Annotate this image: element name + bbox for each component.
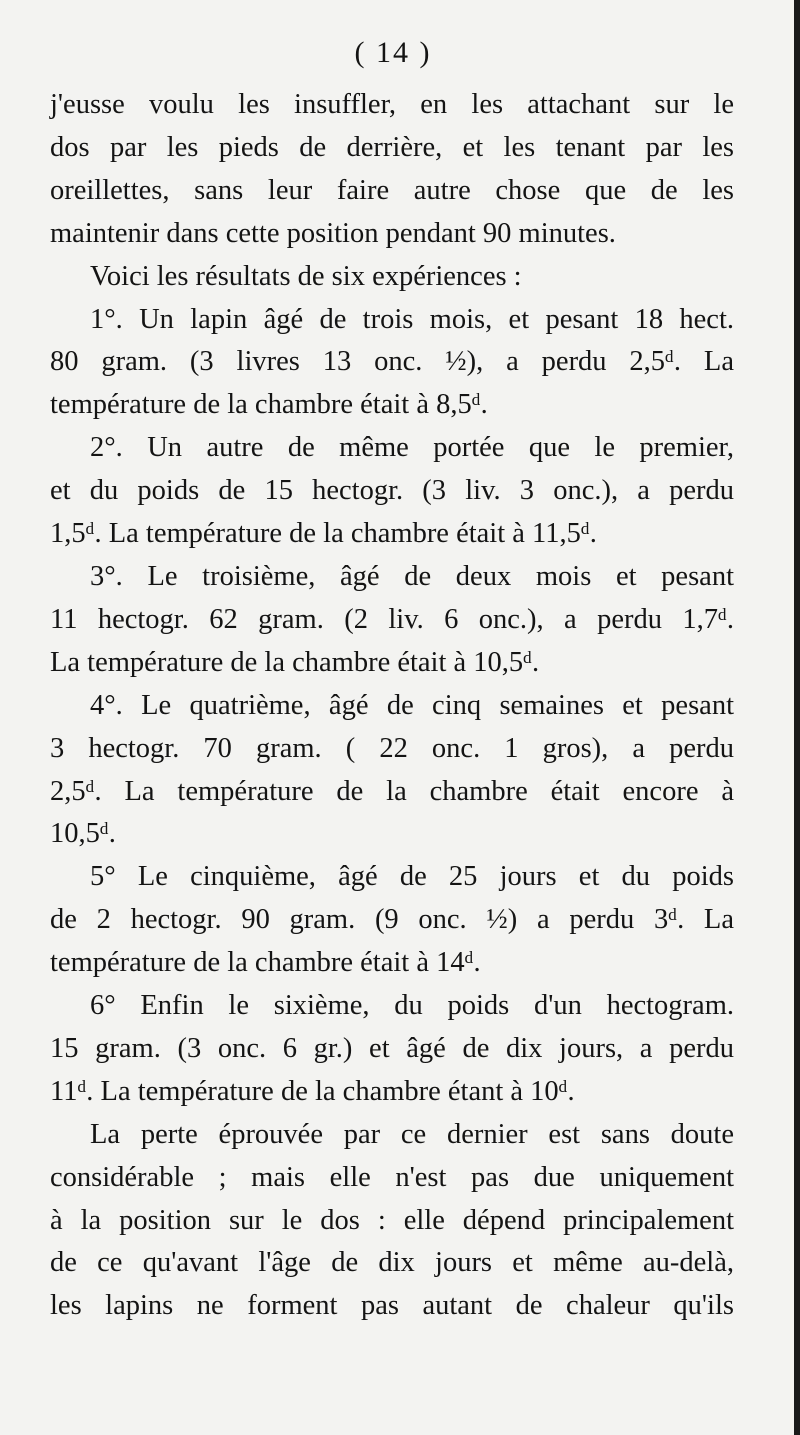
text-line: 80 gram. (3 livres 13 onc. ½), a perdu 2,5ᵈ. La (50, 346, 734, 378)
text-line: j'eusse voulu les insuffler, en les attachant sur le (50, 89, 734, 120)
text-line: 2,5ᵈ. La température de la chambre était encore à (50, 775, 734, 807)
text-line: 15 gram. (3 onc. 6 gr.) et âgé de dix jours, a perdu (50, 1032, 734, 1064)
text-line: température de la chambre était à 14ᵈ. (50, 947, 481, 979)
text-line: 5° Le cinquième, âgé de 25 jours et du poids (90, 861, 734, 893)
text-line: maintenir dans cette position pendant 90 minutes. (50, 217, 616, 249)
text-line: 1°. Un lapin âgé de trois mois, et pesant 18 hect. (90, 303, 734, 335)
text-line: 3 hectogr. 70 gram. ( 22 onc. 1 gros), a perdu (50, 732, 734, 764)
text-line: 10,5ᵈ. (50, 818, 116, 850)
page-number: ( 14 ) (354, 36, 432, 69)
page-edge (794, 0, 800, 1435)
text-line: les lapins ne forment pas autant de chaleur qu'ils (50, 1290, 734, 1322)
text-line: 3°. Le troisième, âgé de deux mois et pesant (90, 560, 734, 592)
text-line: 4°. Le quatrième, âgé de cinq semaines et pesant (90, 689, 734, 721)
text-line: et du poids de 15 hectogr. (3 liv. 3 onc.), a perdu (50, 475, 734, 507)
text-line: Voici les résultats de six expériences : (90, 260, 522, 292)
text-line: 6° Enfin le sixième, du poids d'un hectogram. (90, 990, 734, 1022)
text-line: 11ᵈ. La température de la chambre étant à 10ᵈ. (50, 1075, 575, 1107)
text-line: température de la chambre était à 8,5ᵈ. (50, 389, 488, 421)
text-line: de 2 hectogr. 90 gram. (9 onc. ½) a perdu 3ᵈ. La (50, 904, 734, 936)
text-line: 1,5ᵈ. La température de la chambre était à 11,5ᵈ. (50, 518, 597, 550)
text-line: considérable ; mais elle n'est pas due uniquement (50, 1161, 734, 1193)
body-text (50, 84, 734, 1328)
text-line: La température de la chambre était à 10,5ᵈ. (50, 646, 540, 678)
text-line: 11 hectogr. 62 gram. (2 liv. 6 onc.), a perdu 1,7ᵈ. (50, 603, 734, 635)
text-line: de ce qu'avant l'âge de dix jours et même au-delà, (50, 1247, 734, 1279)
text-line: oreillettes, sans leur faire autre chose que de les (50, 174, 734, 206)
text-line: 2°. Un autre de même portée que le premier, (90, 432, 734, 464)
text-line: dos par les pieds de derrière, et les tenant par les (50, 131, 734, 163)
text-line: à la position sur le dos : elle dépend principalement (50, 1204, 734, 1236)
text-line: La perte éprouvée par ce dernier est sans doute (90, 1118, 734, 1150)
